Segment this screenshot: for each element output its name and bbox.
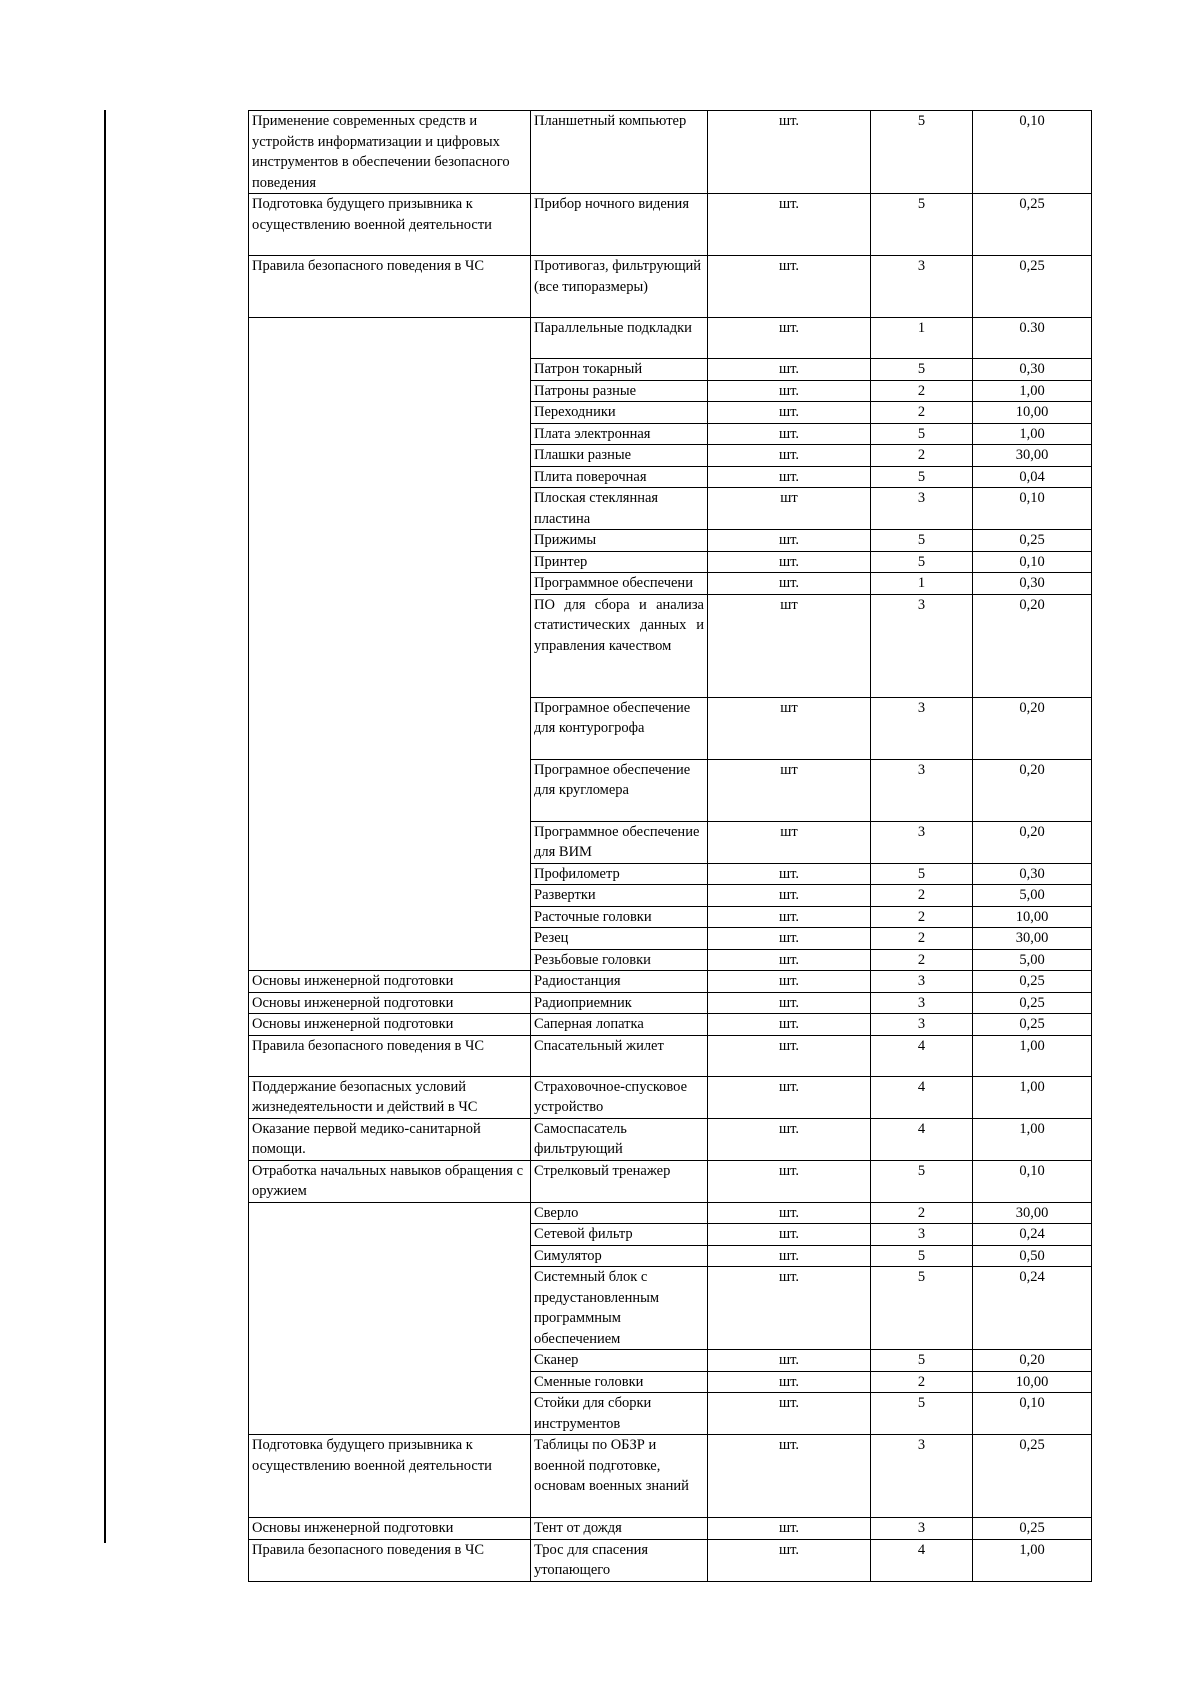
- item-name-cell: Стойки для сборки инструментов: [531, 1393, 708, 1435]
- quantity-cell: 5: [871, 530, 973, 552]
- value-cell: 0,10: [973, 488, 1092, 530]
- quantity-cell: 1: [871, 573, 973, 595]
- section-cell: Поддержание безопасных условий жизнедеятельности и действий в ЧС: [249, 1076, 531, 1118]
- quantity-cell: 3: [871, 1014, 973, 1036]
- table-row: [249, 1035, 1092, 1076]
- unit-cell: шт.: [708, 466, 871, 488]
- quantity-cell: 5: [871, 1245, 973, 1267]
- quantity-cell: 5: [871, 194, 973, 256]
- section-cell: [249, 318, 531, 971]
- item-name-cell: Програмное обеспечение для кругломера: [531, 759, 708, 821]
- unit-cell: шт.: [708, 1014, 871, 1036]
- unit-cell: шт.: [708, 1435, 871, 1518]
- quantity-cell: 3: [871, 256, 973, 318]
- unit-cell: шт: [708, 821, 871, 863]
- equipment-table: [248, 110, 1092, 1582]
- quantity-cell: 5: [871, 111, 973, 194]
- table-row: [249, 971, 1092, 993]
- item-name-cell: Сетевой фильтр: [531, 1224, 708, 1246]
- value-cell: 0,10: [973, 1393, 1092, 1435]
- item-name-cell: Принтер: [531, 551, 708, 573]
- value-cell: 5,00: [973, 885, 1092, 907]
- section-cell: Правила безопасного поведения в ЧС: [249, 256, 531, 318]
- quantity-cell: 5: [871, 423, 973, 445]
- unit-cell: шт.: [708, 1118, 871, 1160]
- table-row: [249, 992, 1092, 1014]
- value-cell: 0,10: [973, 111, 1092, 194]
- table-row: [249, 1014, 1092, 1036]
- quantity-cell: 3: [871, 1435, 973, 1518]
- quantity-cell: 3: [871, 759, 973, 821]
- quantity-cell: 2: [871, 1202, 973, 1224]
- table-row: [249, 256, 1092, 318]
- item-name-cell: Саперная лопатка: [531, 1014, 708, 1036]
- item-name-cell: Сменные головки: [531, 1371, 708, 1393]
- item-name-cell: Плата электронная: [531, 423, 708, 445]
- value-cell: 0,20: [973, 759, 1092, 821]
- value-cell: 0,20: [973, 697, 1092, 759]
- value-cell: 0,25: [973, 1518, 1092, 1540]
- item-name-cell: Резец: [531, 928, 708, 950]
- quantity-cell: 5: [871, 466, 973, 488]
- quantity-cell: 2: [871, 380, 973, 402]
- unit-cell: шт.: [708, 1224, 871, 1246]
- unit-cell: шт.: [708, 380, 871, 402]
- quantity-cell: 4: [871, 1118, 973, 1160]
- unit-cell: шт.: [708, 1076, 871, 1118]
- item-name-cell: Развертки: [531, 885, 708, 907]
- section-cell: Отработка начальных навыков обращения с оружием: [249, 1160, 531, 1202]
- unit-cell: шт.: [708, 359, 871, 381]
- item-name-cell: Страховочное-спусковое устройство: [531, 1076, 708, 1118]
- section-cell: Основы инженерной подготовки: [249, 971, 531, 993]
- section-cell: Правила безопасного поведения в ЧС: [249, 1539, 531, 1581]
- unit-cell: шт.: [708, 1393, 871, 1435]
- value-cell: 0,30: [973, 359, 1092, 381]
- unit-cell: шт.: [708, 863, 871, 885]
- value-cell: 0,20: [973, 594, 1092, 697]
- value-cell: 0,24: [973, 1224, 1092, 1246]
- section-cell: [249, 1202, 531, 1435]
- table-row: [249, 1435, 1092, 1518]
- value-cell: 0,25: [973, 256, 1092, 318]
- unit-cell: шт.: [708, 402, 871, 424]
- value-cell: 0,20: [973, 1350, 1092, 1372]
- unit-cell: шт.: [708, 1267, 871, 1350]
- unit-cell: шт: [708, 594, 871, 697]
- value-cell: 0,25: [973, 194, 1092, 256]
- value-cell: 0,25: [973, 530, 1092, 552]
- quantity-cell: 3: [871, 971, 973, 993]
- unit-cell: шт: [708, 488, 871, 530]
- unit-cell: шт.: [708, 992, 871, 1014]
- value-cell: 0,30: [973, 573, 1092, 595]
- value-cell: 0,04: [973, 466, 1092, 488]
- unit-cell: шт.: [708, 1518, 871, 1540]
- quantity-cell: 2: [871, 445, 973, 467]
- quantity-cell: 2: [871, 1371, 973, 1393]
- value-cell: 10,00: [973, 402, 1092, 424]
- item-name-cell: Радиоприемник: [531, 992, 708, 1014]
- unit-cell: шт.: [708, 573, 871, 595]
- item-name-cell: Системный блок с предустановленным программным обеспечением: [531, 1267, 708, 1350]
- value-cell: 1,00: [973, 1076, 1092, 1118]
- quantity-cell: 2: [871, 928, 973, 950]
- unit-cell: шт.: [708, 1202, 871, 1224]
- quantity-cell: 5: [871, 359, 973, 381]
- item-name-cell: Планшетный компьютер: [531, 111, 708, 194]
- item-name-cell: Плита поверочная: [531, 466, 708, 488]
- item-name-cell: Патрон токарный: [531, 359, 708, 381]
- quantity-cell: 3: [871, 821, 973, 863]
- item-name-cell: Расточные головки: [531, 906, 708, 928]
- item-name-cell: Програмное обеспечение для контурогрофа: [531, 697, 708, 759]
- unit-cell: шт.: [708, 1035, 871, 1076]
- quantity-cell: 5: [871, 1393, 973, 1435]
- section-cell: Основы инженерной подготовки: [249, 992, 531, 1014]
- item-name-cell: Сканер: [531, 1350, 708, 1372]
- unit-cell: шт.: [708, 949, 871, 971]
- value-cell: 0,50: [973, 1245, 1092, 1267]
- item-name-cell: Самоспасатель фильтрующий: [531, 1118, 708, 1160]
- left-margin-line: [104, 110, 106, 1543]
- unit-cell: шт.: [708, 445, 871, 467]
- value-cell: 1,00: [973, 1539, 1092, 1581]
- item-name-cell: Программное обеспечени: [531, 573, 708, 595]
- section-cell: Основы инженерной подготовки: [249, 1014, 531, 1036]
- item-name-cell: Тент от дождя: [531, 1518, 708, 1540]
- unit-cell: шт.: [708, 1350, 871, 1372]
- item-name-cell: Программное обеспечение для ВИМ: [531, 821, 708, 863]
- unit-cell: шт.: [708, 928, 871, 950]
- quantity-cell: 3: [871, 992, 973, 1014]
- item-name-cell: Плашки разные: [531, 445, 708, 467]
- item-name-cell: Трос для спасения утопающего: [531, 1539, 708, 1581]
- unit-cell: шт.: [708, 530, 871, 552]
- value-cell: 5,00: [973, 949, 1092, 971]
- quantity-cell: 4: [871, 1539, 973, 1581]
- value-cell: 0,25: [973, 1014, 1092, 1036]
- quantity-cell: 3: [871, 1518, 973, 1540]
- quantity-cell: 3: [871, 1224, 973, 1246]
- item-name-cell: Сверло: [531, 1202, 708, 1224]
- quantity-cell: 5: [871, 1160, 973, 1202]
- value-cell: 30,00: [973, 445, 1092, 467]
- quantity-cell: 3: [871, 488, 973, 530]
- value-cell: 1,00: [973, 1118, 1092, 1160]
- item-name-cell: Симулятор: [531, 1245, 708, 1267]
- unit-cell: шт.: [708, 318, 871, 359]
- table-row: [249, 1202, 1092, 1224]
- section-cell: Оказание первой медико-санитарной помощи.: [249, 1118, 531, 1160]
- section-cell: Основы инженерной подготовки: [249, 1518, 531, 1540]
- unit-cell: шт.: [708, 111, 871, 194]
- section-cell: Подготовка будущего призывника к осуществлению военной деятельности: [249, 1435, 531, 1518]
- quantity-cell: 5: [871, 863, 973, 885]
- quantity-cell: 3: [871, 697, 973, 759]
- section-cell: Подготовка будущего призывника к осуществлению военной деятельности: [249, 194, 531, 256]
- quantity-cell: 4: [871, 1035, 973, 1076]
- quantity-cell: 2: [871, 949, 973, 971]
- value-cell: 10,00: [973, 906, 1092, 928]
- table-row: [249, 318, 1092, 359]
- section-cell: Правила безопасного поведения в ЧС: [249, 1035, 531, 1076]
- value-cell: 0,20: [973, 821, 1092, 863]
- unit-cell: шт.: [708, 1539, 871, 1581]
- value-cell: 30,00: [973, 1202, 1092, 1224]
- value-cell: 0,30: [973, 863, 1092, 885]
- value-cell: 30,00: [973, 928, 1092, 950]
- value-cell: 0,25: [973, 1435, 1092, 1518]
- unit-cell: шт.: [708, 551, 871, 573]
- value-cell: 0,24: [973, 1267, 1092, 1350]
- unit-cell: шт.: [708, 1245, 871, 1267]
- value-cell: 0,10: [973, 551, 1092, 573]
- value-cell: 10,00: [973, 1371, 1092, 1393]
- item-name-cell: Параллельные подкладки: [531, 318, 708, 359]
- item-name-cell: Прибор ночного видения: [531, 194, 708, 256]
- unit-cell: шт: [708, 697, 871, 759]
- unit-cell: шт.: [708, 256, 871, 318]
- unit-cell: шт.: [708, 885, 871, 907]
- quantity-cell: 2: [871, 906, 973, 928]
- value-cell: 1,00: [973, 380, 1092, 402]
- item-name-cell: Стрелковый тренажер: [531, 1160, 708, 1202]
- table-row: [249, 1518, 1092, 1540]
- table-row: [249, 111, 1092, 194]
- value-cell: 1,00: [973, 423, 1092, 445]
- table-row: [249, 1160, 1092, 1202]
- quantity-cell: 4: [871, 1076, 973, 1118]
- quantity-cell: 2: [871, 402, 973, 424]
- table-row: [249, 1076, 1092, 1118]
- quantity-cell: 1: [871, 318, 973, 359]
- item-name-cell: Прижимы: [531, 530, 708, 552]
- value-cell: 0.30: [973, 318, 1092, 359]
- item-name-cell: Радиостанция: [531, 971, 708, 993]
- item-name-cell: Противогаз, фильтрующий (все типоразмеры): [531, 256, 708, 318]
- value-cell: 0,10: [973, 1160, 1092, 1202]
- unit-cell: шт.: [708, 906, 871, 928]
- unit-cell: шт.: [708, 971, 871, 993]
- item-name-cell: Патроны разные: [531, 380, 708, 402]
- unit-cell: шт.: [708, 423, 871, 445]
- item-name-cell: Плоская стеклянная пластина: [531, 488, 708, 530]
- table-row: [249, 1539, 1092, 1581]
- value-cell: 0,25: [973, 971, 1092, 993]
- table-row: [249, 194, 1092, 256]
- table-row: [249, 1118, 1092, 1160]
- quantity-cell: 5: [871, 1267, 973, 1350]
- item-name-cell: Таблицы по ОБЗР и военной подготовке, основам военных знаний: [531, 1435, 708, 1518]
- item-name-cell: Переходники: [531, 402, 708, 424]
- item-name-cell: ПО для сбора и анализа статистических данных и управления качеством: [531, 594, 708, 697]
- unit-cell: шт.: [708, 1371, 871, 1393]
- quantity-cell: 5: [871, 551, 973, 573]
- item-name-cell: Спасательный жилет: [531, 1035, 708, 1076]
- value-cell: 1,00: [973, 1035, 1092, 1076]
- section-cell: Применение современных средств и устройств информатизации и цифровых инструментов в обеспечении безопасного поведения: [249, 111, 531, 194]
- quantity-cell: 2: [871, 885, 973, 907]
- value-cell: 0,25: [973, 992, 1092, 1014]
- unit-cell: шт.: [708, 1160, 871, 1202]
- item-name-cell: Профилометр: [531, 863, 708, 885]
- item-name-cell: Резьбовые головки: [531, 949, 708, 971]
- unit-cell: шт: [708, 759, 871, 821]
- unit-cell: шт.: [708, 194, 871, 256]
- quantity-cell: 5: [871, 1350, 973, 1372]
- quantity-cell: 3: [871, 594, 973, 697]
